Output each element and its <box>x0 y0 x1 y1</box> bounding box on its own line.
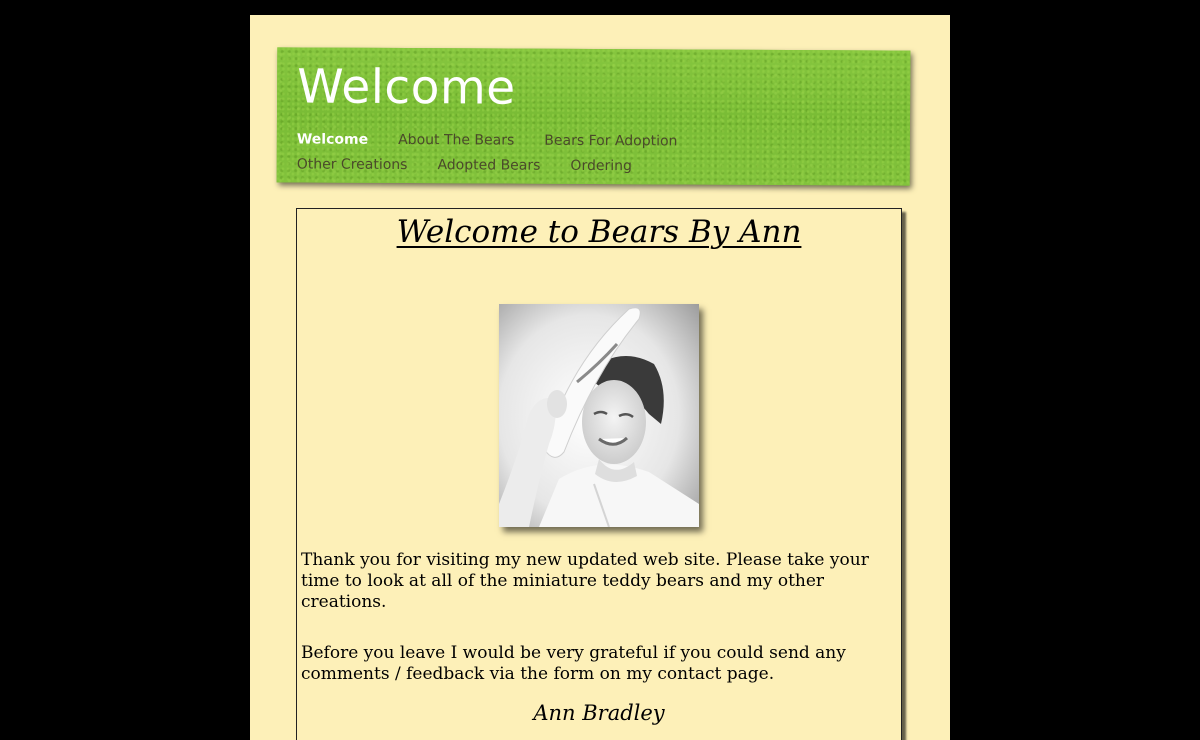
page-title: Welcome <box>297 59 516 116</box>
nav-row <box>297 152 717 179</box>
page-container <box>250 15 950 740</box>
portrait-photo <box>499 304 699 527</box>
portrait-image <box>499 304 699 527</box>
nav-item-ordering[interactable]: Ordering <box>570 157 632 175</box>
signature: Ann Bradley <box>533 701 665 725</box>
feedback-paragraph: Before you leave I would be very grateful if you could send any comments / feedback via the form on my contact page. <box>301 643 846 684</box>
main-nav <box>297 127 717 179</box>
nav-row <box>297 127 717 154</box>
content-box <box>296 208 902 740</box>
header-banner <box>277 47 911 185</box>
nav-item-other-creations[interactable]: Other Creations <box>296 156 408 174</box>
nav-item-bears-for-adoption[interactable]: Bears For Adoption <box>544 132 678 150</box>
nav-item-welcome[interactable]: Welcome <box>296 131 369 148</box>
nav-item-about-the-bears[interactable]: About The Bears <box>398 131 515 149</box>
intro-paragraph: Thank you for visiting my new updated web site. Please take your time to look at all of the miniature teddy bears and my other creations. <box>301 550 869 612</box>
content-heading: Welcome to Bears By Ann <box>396 214 802 250</box>
nav-item-adopted-bears[interactable]: Adopted Bears <box>437 157 541 174</box>
